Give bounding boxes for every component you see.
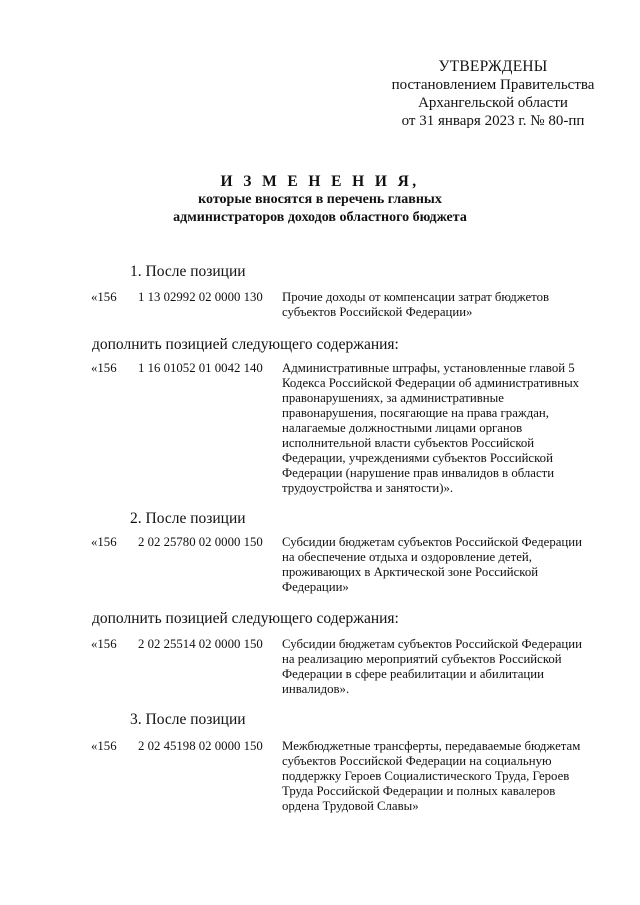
- description-line: Федерации (нарушение прав инвалидов в области: [282, 466, 555, 480]
- description-line: на реализацию мероприятий субъектов Российской: [282, 652, 562, 666]
- admin-code: «156: [91, 637, 117, 651]
- description-line: поддержку Героев Социалистического Труда, Героев: [282, 769, 570, 783]
- approval-block: [386, 58, 600, 130]
- description-line: проживающих в Арктической зоне Российской: [282, 565, 539, 579]
- approval-date: от 31 января 2023 г. № 80-пп: [401, 113, 585, 129]
- supplement-text: дополнить позицией следующего содержания:: [92, 610, 399, 627]
- admin-code: «156: [91, 290, 117, 304]
- section-title: 1. После позиции: [130, 263, 246, 280]
- row-description: [282, 290, 602, 320]
- description-line: Субсидии бюджетам субъектов Российской Федерации: [282, 637, 582, 651]
- heading-subtitle: которые вносятся в перечень главных: [198, 192, 442, 207]
- description-line: Административные штрафы, установленные главой 5: [282, 361, 575, 375]
- description-line: правонарушениях, за административные: [282, 391, 504, 405]
- description-line: Федерации, учреждениями субъектов Российской: [282, 451, 553, 465]
- description-line: Федерации в сфере реабилитации и абилитации: [282, 667, 544, 681]
- description-line: исполнительной власти субъектов Российской: [282, 436, 535, 450]
- income-code: 1 13 02992 02 0000 130: [138, 290, 263, 304]
- income-code: 2 02 25514 02 0000 150: [138, 637, 263, 651]
- row-description: [282, 535, 602, 595]
- approval-line: Архангельской области: [418, 95, 568, 111]
- section-title: 3. После позиции: [130, 711, 246, 728]
- description-line: инвалидов».: [282, 682, 350, 696]
- description-line: Межбюджетные трансферты, передаваемые бюджетам: [282, 739, 581, 753]
- description-line: Федерации»: [282, 580, 349, 594]
- income-code: 1 16 01052 01 0042 140: [138, 361, 263, 375]
- admin-code: «156: [91, 361, 117, 375]
- admin-code: «156: [91, 739, 117, 753]
- section-title: 2. После позиции: [130, 510, 246, 527]
- document-heading: [60, 172, 580, 227]
- supplement-text: дополнить позицией следующего содержания:: [92, 336, 399, 353]
- row-description: [282, 361, 602, 496]
- description-line: на обеспечение отдыха и оздоровление детей,: [282, 550, 532, 564]
- approval-stamp: УТВЕРЖДЕНЫ: [438, 58, 548, 75]
- description-line: налагаемые должностными лицами органов: [282, 421, 523, 435]
- row-description: [282, 739, 602, 814]
- admin-code: «156: [91, 535, 117, 549]
- description-line: правонарушения, посягающие на права граждан,: [282, 406, 549, 420]
- description-line: Субсидии бюджетам субъектов Российской Федерации: [282, 535, 582, 549]
- approval-line: постановлением Правительства: [391, 77, 595, 93]
- income-code: 2 02 25780 02 0000 150: [138, 535, 263, 549]
- income-code: 2 02 45198 02 0000 150: [138, 739, 263, 753]
- description-line: ордена Трудовой Славы»: [282, 799, 419, 813]
- description-line: Прочие доходы от компенсации затрат бюджетов: [282, 290, 550, 304]
- description-line: субъектов Российской Федерации»: [282, 305, 473, 319]
- heading-title: И З М Е Н Е Н И Я,: [220, 173, 420, 190]
- description-line: трудоустройства и занятости)».: [282, 481, 454, 495]
- description-line: Кодекса Российской Федерации об административных: [282, 376, 580, 390]
- description-line: Труда Российской Федерации и полных кавалеров: [282, 784, 556, 798]
- row-description: [282, 637, 602, 697]
- heading-subtitle: администраторов доходов областного бюджета: [173, 210, 467, 225]
- description-line: субъектов Российской Федерации на социальную: [282, 754, 552, 768]
